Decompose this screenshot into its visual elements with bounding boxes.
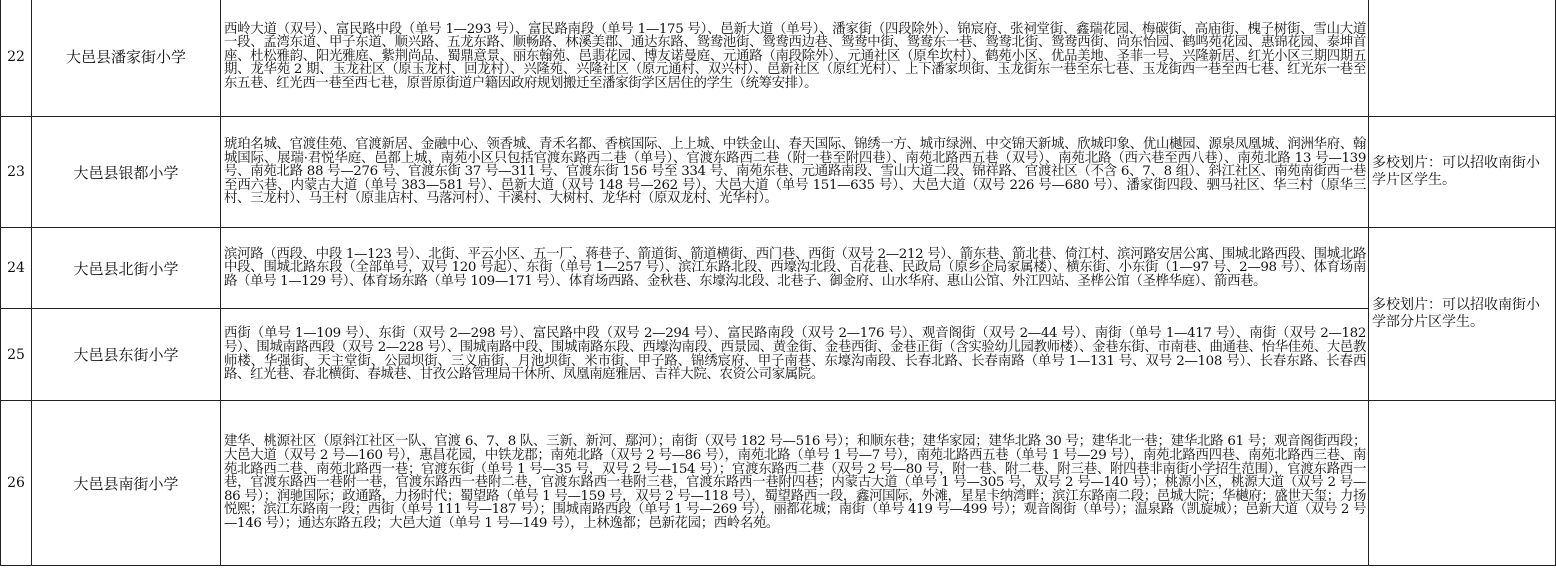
remark <box>1369 401 1556 566</box>
district-area: 琥珀名城、官渡佳苑、官渡新居、金融中心、领香城、青禾名都、香槟国际、上上城、中铁金山、春天国际、锦绣一方、城市绿洲、中交锦天新城、欣城印象、优山樾园、源泉凤凰城、润洲华府、翰城国际、展瑞·君悦华庭、邑都上城、南苑小区只包括官渡东路西二巷（单号）、官渡东路西二巷（附一巷至附四巷）、南苑北路西五巷（双号）、南苑北路（西六巷至西八巷）、南苑北路 13 号—139 号、南苑北路 88 号—276 号、官渡东街 37 号—311 号、官渡东街 156 号至 334 号、南苑东巷、元通路南段、雪山大道二段、锦祥路、官渡社区（不含 6、7、8 组）、斜江社区、南苑南街西一巷至西六巷、内蒙古大道（单号 383—581 号）、邑新大道（双号 148 号—262 号）、大邑大道（单号 151—635 号）、大邑大道（双号 226 号—680 号）、潘家街四段、驷马社区、华三村（原华三村、三龙村）、马王村（原韭店村、马落河村）、干溪村、大树村、龙华村（原双龙村、光华村）。 <box>221 117 1369 228</box>
remark: 多校划片：可以招收南街小学部分片区学生。 <box>1369 228 1556 401</box>
row-number: 23 <box>1 117 32 228</box>
district-area: 滨河路（西段、中段 1—123 号）、北街、平云小区、五一厂、蒋巷子、箭道街、箭道横街、西门巷、西街（双号 2—212 号）、箭东巷、箭北巷、倚江村、滨河路安居公寓、围城北路西段、围城北路中段、围城北路东段（全部单号，双号 120 号起）、东街（单号 1—257 号）、滨江东路北段、西壕沟北段、百花巷、民政局（原乡企局家属楼）、横东街、小东街（1—97 号、2—98 号）、体育场南路（单号 1—129 号）、体育场东路（单号 109—171 号）、体育场西路、金秋巷、东壕沟北段、北巷子、御金府、山水华府、惠山公馆、外江四站、圣桦公馆（圣桦华庭）、箭西巷。 <box>221 228 1369 309</box>
school-name: 大邑县北街小学 <box>32 228 221 309</box>
table-row <box>1 309 1556 401</box>
district-area: 建华、桃源社区（原斜江社区一队、官渡 6、7、8 队、三新、新河、鄢河）；南街（双号 182 号—516 号）；和顺东巷；建华家园；建华北路 30 号；建华北一巷；建华北路 61 号；观音阁街西段；大邑大道（双号 2 号—160 号），惠昌花园，中铁龙郡；南苑北路（双号 2 号—86 号），南苑北路（单号 1 号—7 号），南苑北路西五巷（单号 1 号—29 号），南苑北路西四巷、南苑北路西三巷、南苑北路西二巷、南苑北路西一巷；官渡东街（单号 1 号—35 号，双号 2 号—154 号）；官渡东路西二巷（双号 2 号—80 号，附一巷、附二巷、附三巷、附四巷非南街小学招生范围），官渡东路西一巷，官渡东路西一巷附一巷，官渡东路西一巷附二巷，官渡东路西一巷附三巷，官渡东路西一巷附四巷；内蒙古大道（单号 1 号—305 号，双号 2 号—140 号）；桃源小区，桃源大道（双号 2 号—86 号）；润驰国际；政通路，力扬时代；蜀望路（单号 1 号—159 号，双号 2 号—118 号），蜀望路西一段，鑫河国际，外滩，星星卡纳湾畔；滨江东路南二段；邑城大院；华樾府；盛世天玺；力扬悦熙；滨江东路南一段；西街（单号 111 号—187 号）；围城南路西段（单号 1 号—269 号），丽都花城；南街（单号 419 号—499 号）；观音阁街（单号）；温泉路（凯旋城）；邑新大道（双号 2 号—146 号）；通达东路五段；大邑大道（单号 1 号—149 号），上林逸都；邑新花园；西岭名苑。 <box>221 401 1369 566</box>
remark <box>1369 0 1556 117</box>
row-number: 25 <box>1 309 32 401</box>
row-number: 26 <box>1 401 32 566</box>
row-number: 22 <box>1 0 32 117</box>
school-name: 大邑县潘家街小学 <box>32 0 221 117</box>
table-row <box>1 0 1556 117</box>
remark: 多校划片：可以招收南街小学片区学生。 <box>1369 117 1556 228</box>
school-name: 大邑县东街小学 <box>32 309 221 401</box>
row-number: 24 <box>1 228 32 309</box>
table-row <box>1 228 1556 309</box>
district-area: 西岭大道（双号）、富民路中段（单号 1—293 号）、富民路南段（单号 1—175 号）、邑新大道（单号）、潘家街（四段除外）、锦宸府、张祠堂街、鑫瑞花园、梅碳街、高庙街、槐子树街、雪山大道一段、孟湾东道、甲子东道、顺兴路、五龙东路、顺畅路、林溪美郡、通达东路、鸳鸯池街、鸳鸯西边巷、鸳鸯中街、鸳鸯东一巷、鸳鸯北街、鸳鸯西街、尚东怡园、鹤鸣苑花园、惠锦花园、泰坤首座、杜松雅韵、阳光雅庭、紫荆尚品、蜀鼎意景、丽东翰苑、邑翡花园、博友诺曼庭、元通路（南段除外）、元通社区（原牟坎村）、鹤苑小区、优品美地、圣菲一号、兴隆新居、红光小区三期四期五期、龙华苑 2 期、玉龙社区（原玉龙村、回龙村）、兴隆苑、兴隆社区（原元通村、双兴村）、邑新社区（原红光村）、上下潘家坝街、玉龙街东一巷至东七巷、玉龙街西一巷至西七巷、红光东一巷至东五巷、红光西一巷至西七巷，原晋原街道户籍因政府规划搬迁至潘家街学区居住的学生（统筹安排）。 <box>221 0 1369 117</box>
table-row <box>1 117 1556 228</box>
school-name: 大邑县南街小学 <box>32 401 221 566</box>
school-name: 大邑县银都小学 <box>32 117 221 228</box>
district-area: 西街（单号 1—109 号）、东街（双号 2—298 号）、富民路中段（双号 2—294 号）、富民路南段（双号 2—176 号）、观音阁街（双号 2—44 号）、南街（单号 1—417 号）、南街（双号 2—182 号）、围城南路西段（双号 2—228 号）、围城南路中段、围城南路东段、西壕沟南段、西景园、黄金街、金巷西街、金巷正街（含实验幼儿园教师楼）、金巷东街、市南巷、曲通巷、怡华佳苑、大邑教师楼、华强街、天主堂街、公园坝街、三义庙街、月池坝街、米市街、甲子路、锦绣宸府、甲子南巷、东壕沟南段、长春北路、长春南路（单号 1—131 号、双号 2—108 号）、长春东路、长春西路、红光巷、春北横街、春城巷、甘孜公路管理局干休所、凤凰南庭雅居、吉祥大院、农资公司家属院。 <box>221 309 1369 401</box>
table-row <box>1 401 1556 566</box>
